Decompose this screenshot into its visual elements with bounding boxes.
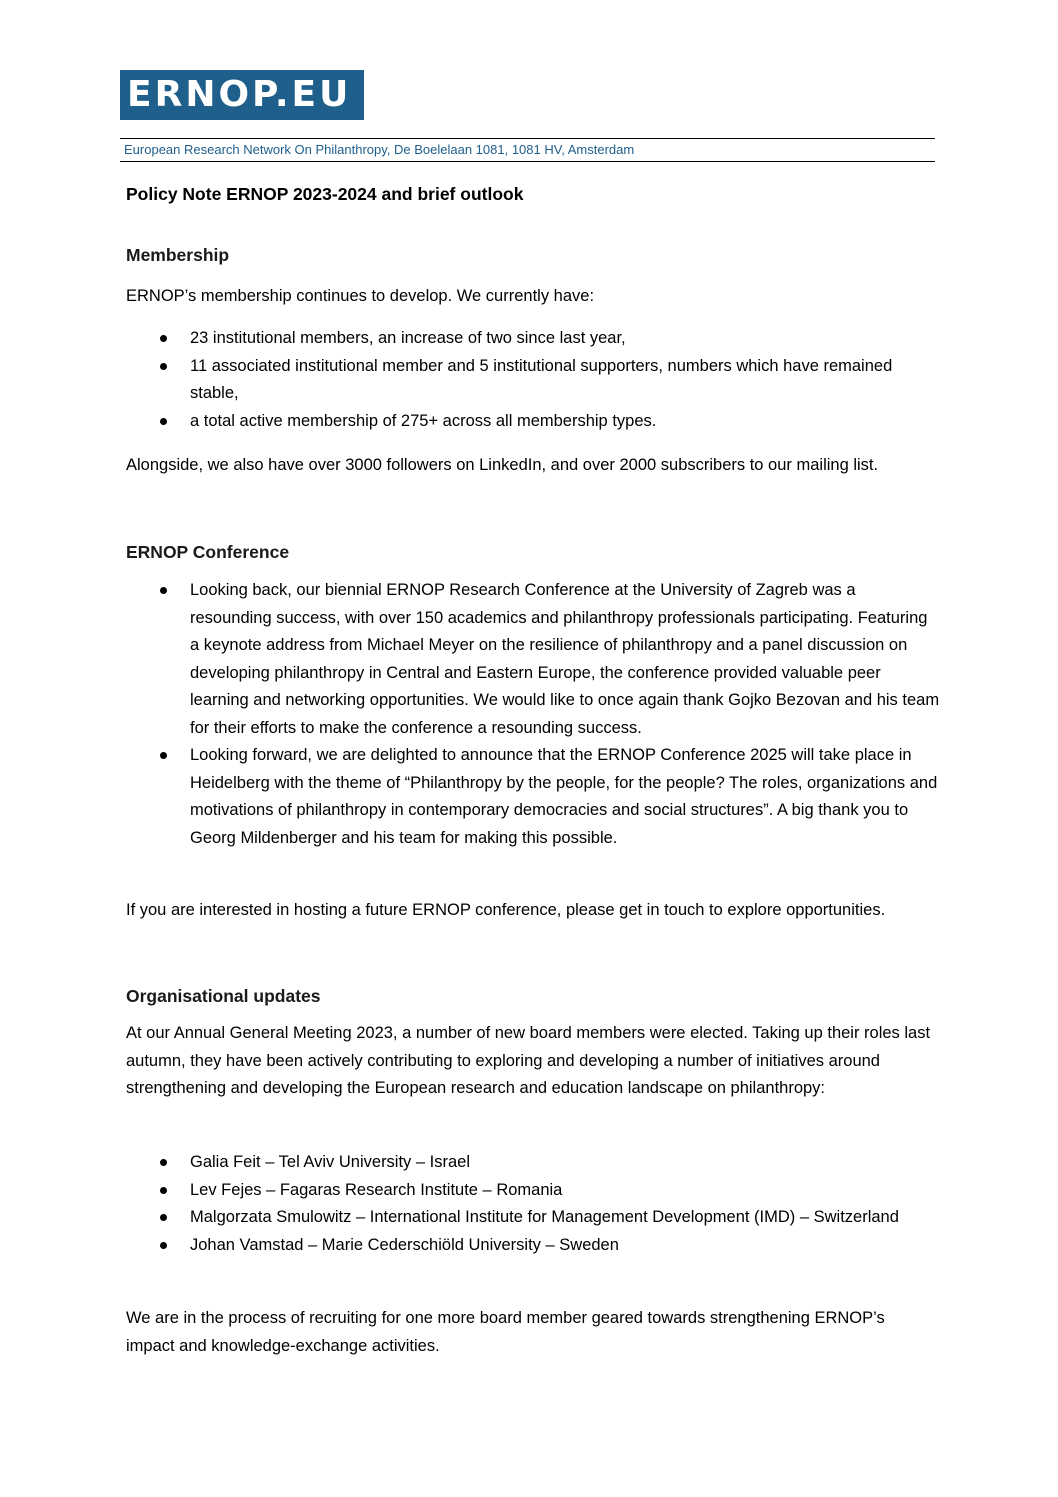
organisational-intro: At our Annual General Meeting 2023, a number of new board members were elected. Taking up their roles last autumn, they have been actively contributing to exploring and developing a number of initiatives around strengthening and developing the European research and education landscape on philanthropy: <box>126 1024 931 1097</box>
list-item: Johan Vamstad – Marie Cederschiöld University – Sweden <box>160 1232 940 1260</box>
list-item: Looking forward, we are delighted to announce that the ERNOP Conference 2025 will take place in Heidelberg with the theme of “Philanthropy by the people, for the people? The roles, organizations and motivations of philanthropy in contemporary democracies and social structures”. A big thank you to Georg Mildenberger and his team for making this possible. <box>160 742 940 852</box>
bullet-icon <box>160 418 167 425</box>
membership-outro: Alongside, we also have over 3000 followers on LinkedIn, and over 2000 subscribers to our mailing list. <box>126 456 879 474</box>
bullet-icon <box>160 1187 167 1194</box>
list-item: Looking back, our biennial ERNOP Research Conference at the University of Zagreb was a resounding success, with over 150 academics and philanthropy professionals participating. Featuring a keynote address from Michael Meyer on the resilience of philanthropy and a panel discussion on developing philanthropy in Central and Eastern Europe, the conference provided valuable peer learning and networking opportunities. We would like to once again thank Gojko Bezovan and his team for their efforts to make the conference a resounding success. <box>160 577 940 742</box>
list-item: 23 institutional members, an increase of two since last year, <box>160 325 940 353</box>
list-item: 11 associated institutional member and 5 institutional supporters, numbers which have remained stable, <box>160 353 940 408</box>
header-address: European Research Network On Philanthropy, De Boelelaan 1081, 1081 HV, Amsterdam <box>124 142 635 157</box>
bullet-icon <box>160 1214 167 1221</box>
membership-list <box>160 325 940 435</box>
organisational-heading: Organisational updates <box>126 986 321 1006</box>
organisational-outro: We are in the process of recruiting for one more board member geared towards strengthening ERNOP’s impact and knowledge-exchange activities. <box>126 1309 885 1355</box>
list-item: Galia Feit – Tel Aviv University – Israel <box>160 1149 940 1177</box>
bullet-icon <box>160 1159 167 1166</box>
bullet-icon <box>160 587 167 594</box>
conference-heading: ERNOP Conference <box>126 542 290 562</box>
list-item: a total active membership of 275+ across all membership types. <box>160 408 940 436</box>
header-rule-bottom <box>120 161 935 162</box>
bullet-icon <box>160 1242 167 1249</box>
logo-text: ERNOP.EU <box>127 74 352 115</box>
membership-heading: Membership <box>126 245 230 265</box>
membership-intro: ERNOP’s membership continues to develop. We currently have: <box>126 287 595 305</box>
conference-outro: If you are interested in hosting a future ERNOP conference, please get in touch to explore opportunities. <box>126 901 886 919</box>
list-item: Lev Fejes – Fagaras Research Institute – Romania <box>160 1177 940 1205</box>
ernop-logo <box>120 70 364 120</box>
page-title: Policy Note ERNOP 2023-2024 and brief outlook <box>126 184 524 204</box>
bullet-icon <box>160 335 167 342</box>
bullet-icon <box>160 363 167 370</box>
conference-list <box>160 577 940 852</box>
list-item: Malgorzata Smulowitz – International Institute for Management Development (IMD) – Switzerland <box>160 1204 940 1232</box>
header-rule-top <box>120 138 935 139</box>
bullet-icon <box>160 752 167 759</box>
board-member-list <box>160 1149 940 1259</box>
